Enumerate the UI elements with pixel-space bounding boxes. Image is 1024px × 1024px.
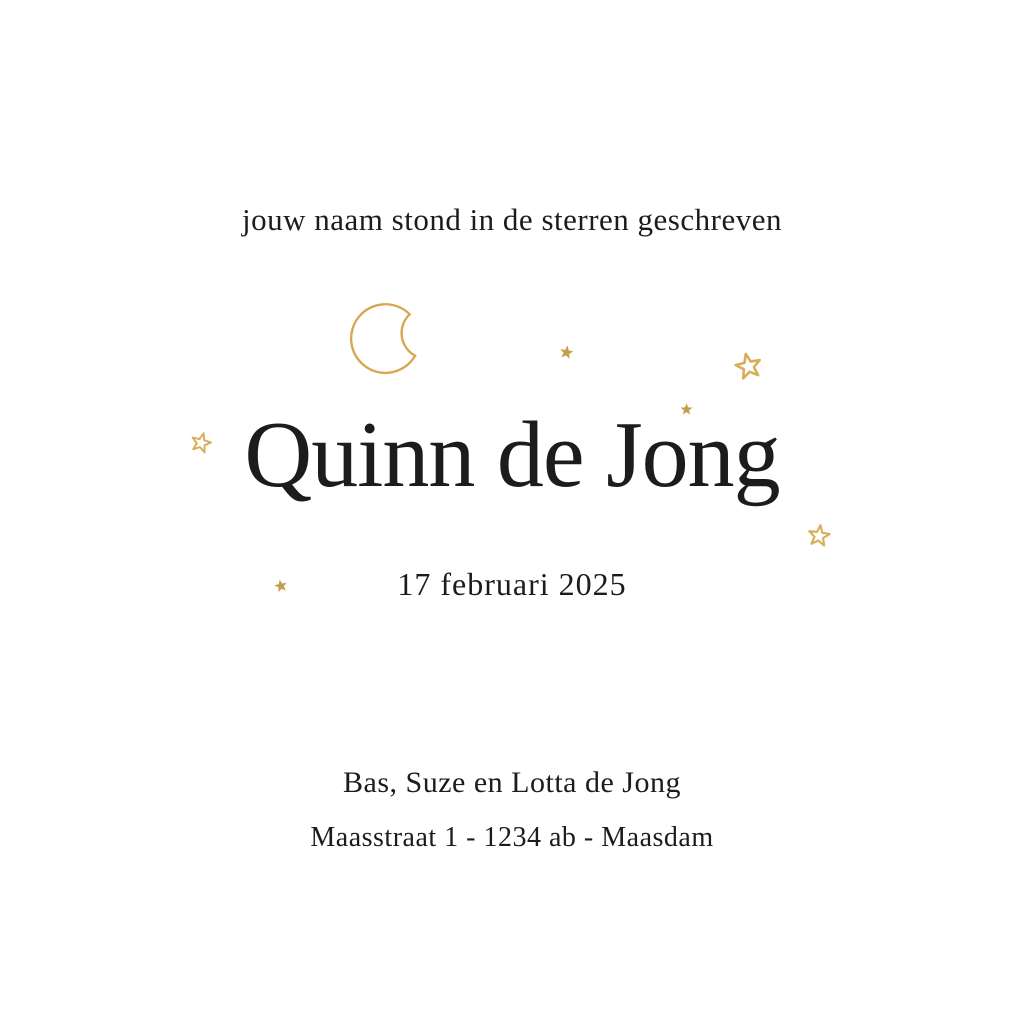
birth-date: 17 februari 2025 — [397, 566, 627, 602]
parents-names: Bas, Suze en Lotta de Jong — [343, 766, 681, 799]
star-filled-icon — [556, 342, 576, 362]
star-outline-icon-path — [733, 351, 762, 379]
star-outline-icon — [730, 348, 767, 385]
baby-name: Quinn de Jong — [244, 403, 780, 507]
address: Maasstraat 1 - 1234 ab - Maasdam — [310, 822, 714, 853]
tagline: jouw naam stond in de sterren geschreven — [242, 202, 782, 237]
star-filled-icon-path — [558, 344, 573, 359]
star-outline-icon — [804, 521, 833, 550]
star-outline-icon-path — [808, 524, 831, 546]
